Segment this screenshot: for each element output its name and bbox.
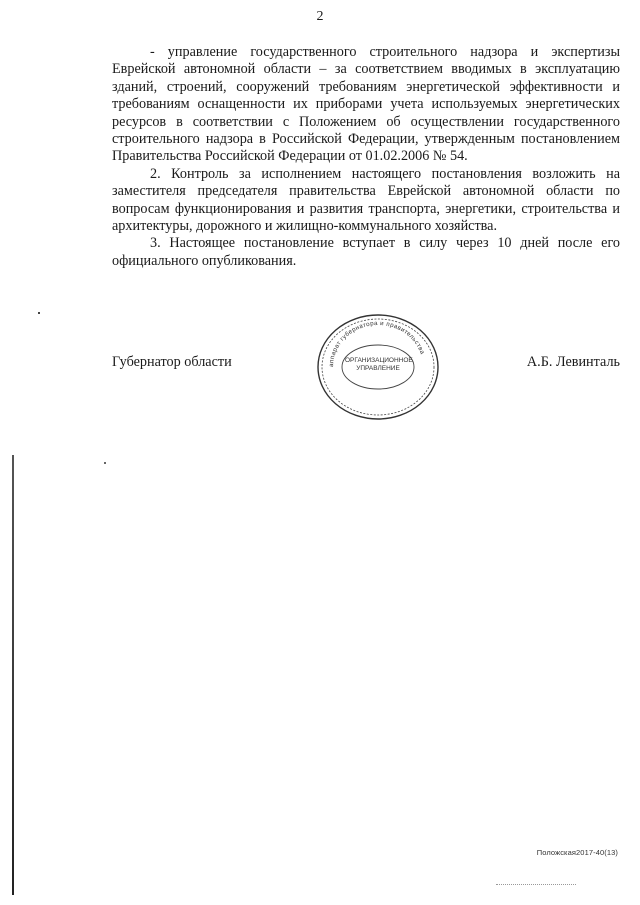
signatory-title: Губернатор области: [112, 354, 232, 370]
document-code: Положская2017-40(13): [536, 848, 618, 857]
footer-marks: [496, 884, 576, 886]
scan-artifact: [104, 462, 106, 464]
scan-edge-line: [12, 455, 14, 895]
stamp-center-text: ОРГАНИЗАЦИОННОЕ УПРАВЛЕНИЕ: [345, 357, 413, 372]
stamp-ring-text: аппарат губернатора и правительства: [327, 319, 426, 368]
paragraph-1: - управление государственного строительного надзора и экспертизы Еврейской автономной области – за соответствием вводимых в эксплуатацию зданий, строений, сооружений требованиям энергетической эффективности и требованиям оснащенности их приборами учета используемых энергетических ресурсов в соответствии с Положением об осуществлении государственного строительного надзора в Российской Федерации, утвержденным постановлением Правительства Российской Федерации от 01.02.2006 № 54.: [112, 44, 620, 165]
paragraph-2: 2. Контроль за исполнением настоящего постановления возложить на заместителя председателя правительства Еврейской автономной области по вопросам функционирования и развития транспорта, энергетики, строительства и архитектуры, дорожного и жилищно-коммунального хозяйства.: [112, 165, 620, 235]
official-stamp: [315, 312, 441, 422]
paragraph-3: 3. Настоящее постановление вступает в силу через 10 дней после его официального опубликования.: [112, 235, 620, 269]
scan-artifact: [38, 312, 40, 314]
document-body: [112, 44, 620, 270]
signatory-name: А.Б. Левинталь: [526, 354, 620, 370]
page-number: 2: [316, 9, 324, 24]
